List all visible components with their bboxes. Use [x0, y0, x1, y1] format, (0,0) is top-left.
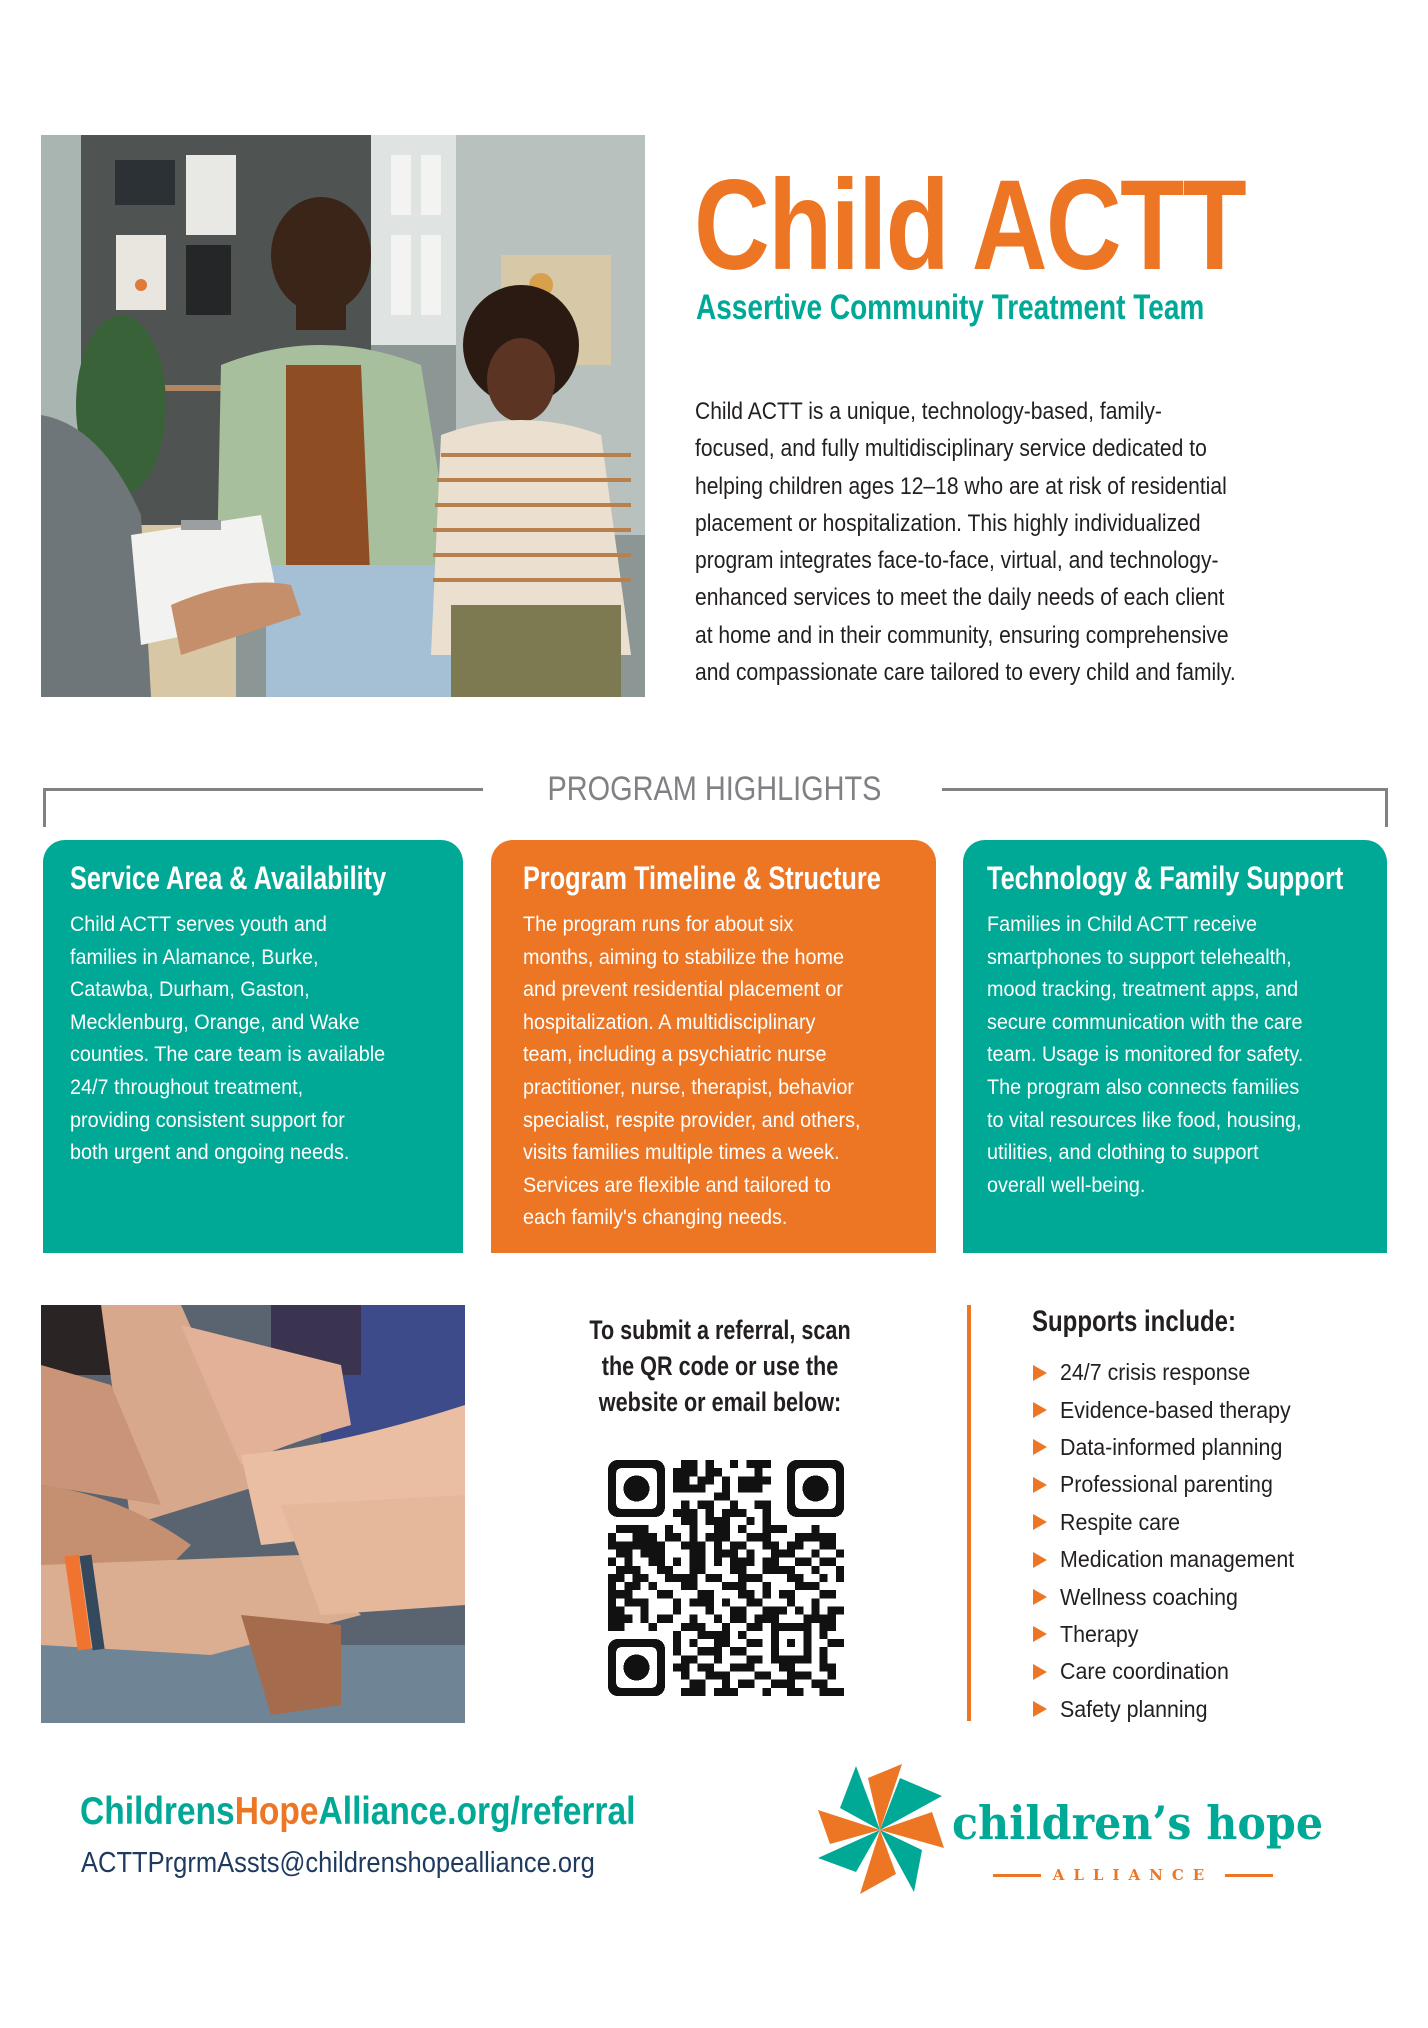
card-body [70, 908, 438, 1169]
card-line: months, aiming to stabilize the home [523, 944, 845, 969]
intro-line: helping children ages 12–18 who are at risk of residential [695, 472, 1227, 500]
card-line: team. Usage is monitored for safety. [987, 1042, 1304, 1067]
card-line: The program also connects families [987, 1074, 1300, 1099]
support-item-label: Safety planning [1060, 1695, 1208, 1722]
card-body [523, 908, 911, 1234]
intro-line: placement or hospitalization. This highly individualized [695, 509, 1201, 537]
triangle-right-icon [1033, 1626, 1047, 1642]
triangle-right-icon [1033, 1439, 1047, 1455]
support-item-label: Therapy [1060, 1620, 1139, 1647]
card-line: Mecklenburg, Orange, and Wake [70, 1009, 360, 1034]
referral-url-link[interactable] [80, 1792, 726, 1831]
support-item [1033, 1653, 1312, 1690]
section-divider [967, 1305, 971, 1721]
stacked-hands-image [41, 1305, 465, 1723]
intro-paragraph [695, 393, 1395, 691]
card-title [70, 862, 438, 902]
card-line: providing consistent support for [70, 1107, 345, 1132]
card-line: both urgent and ongoing needs. [70, 1140, 350, 1165]
support-item [1033, 1429, 1312, 1466]
triangle-right-icon [1033, 1701, 1047, 1717]
supports-heading [1032, 1307, 1287, 1337]
page-subtitle [696, 290, 1331, 325]
support-item [1033, 1391, 1312, 1428]
intro-line: Child ACTT is a unique, technology-based, family- [695, 398, 1162, 425]
card-line: utilities, and clothing to support [987, 1140, 1259, 1165]
support-item [1033, 1616, 1312, 1653]
support-item [1033, 1578, 1312, 1615]
subtitle-text: Assertive Community Treatment Team [696, 288, 1205, 327]
qr-code-icon[interactable] [608, 1460, 844, 1696]
card-line: to vital resources like food, housing, [987, 1107, 1302, 1132]
card-line: The program runs for about six [523, 912, 794, 936]
card-title-text: Technology & Family Support [987, 860, 1344, 896]
card-line: secure communication with the care [987, 1009, 1303, 1034]
support-item [1033, 1354, 1312, 1391]
contact-email-link[interactable] [81, 1849, 665, 1878]
card-line: 24/7 throughout treatment, [70, 1074, 304, 1099]
card-service-area [43, 840, 463, 1253]
card-title-text: Program Timeline & Structure [523, 860, 881, 896]
card-line: Catawba, Durham, Gaston, [70, 977, 310, 1002]
card-line: smartphones to support telehealth, [987, 944, 1292, 969]
pinwheel-icon [810, 1762, 950, 1902]
card-body [987, 908, 1362, 1201]
intro-line: and compassionate care tailored to every child and family. [695, 659, 1236, 687]
intro-line: enhanced services to meet the daily needs of each client [695, 584, 1225, 612]
support-item [1033, 1466, 1312, 1503]
intro-line: at home and in their community, ensuring comprehensive [695, 621, 1229, 649]
page-title [694, 154, 1366, 297]
support-item-label: Wellness coaching [1060, 1583, 1238, 1610]
triangle-right-icon [1033, 1552, 1047, 1568]
support-item-label: 24/7 crisis response [1060, 1359, 1251, 1386]
logo-rule-right [1225, 1874, 1273, 1877]
support-item-label: Respite care [1060, 1508, 1181, 1535]
url-part-highlight: Hope [234, 1790, 319, 1833]
support-item-label: Data-informed planning [1060, 1433, 1283, 1460]
referral-line: website or email below: [598, 1387, 842, 1417]
support-item [1033, 1691, 1312, 1728]
support-item [1033, 1504, 1312, 1541]
card-line: team, including a psychiatric nurse [523, 1042, 827, 1067]
title-text: Child ACTT [694, 154, 1246, 297]
support-item-label: Professional parenting [1060, 1471, 1273, 1498]
url-part: Alliance.org/referral [318, 1790, 636, 1833]
logo-subtitle-text: ALLIANCE [1052, 1866, 1214, 1884]
support-item-label: Evidence-based therapy [1060, 1396, 1291, 1423]
email-text: ACTTPrgrmAssts@childrenshopealliance.org [81, 1847, 595, 1879]
card-title-text: Service Area & Availability [70, 860, 387, 896]
card-line: overall well-being. [987, 1172, 1146, 1197]
stacked-hands-photo [41, 1305, 465, 1723]
triangle-right-icon [1033, 1402, 1047, 1418]
supports-heading-text: Supports include: [1032, 1305, 1236, 1338]
triangle-right-icon [1033, 1664, 1047, 1680]
referral-line: the QR code or use the [601, 1351, 839, 1381]
url-part: Childrens [80, 1790, 235, 1833]
card-program-timeline [491, 840, 936, 1253]
card-line: each family's changing needs. [523, 1205, 788, 1230]
card-title [523, 862, 911, 902]
logo-subtitle [993, 1864, 1273, 1886]
childrens-hope-alliance-logo [810, 1762, 1350, 1902]
intro-line: program integrates face-to-face, virtual, and technology- [695, 547, 1219, 575]
card-line: specialist, respite provider, and others, [523, 1107, 861, 1132]
card-line: and prevent residential placement or [523, 977, 843, 1002]
referral-instructions [540, 1312, 900, 1420]
triangle-right-icon [1033, 1589, 1047, 1605]
card-line: Services are flexible and tailored to [523, 1172, 831, 1197]
triangle-right-icon [1033, 1477, 1047, 1493]
logo-name-text: children’s hope [952, 1796, 1324, 1850]
card-line: visits families multiple times a week. [523, 1140, 840, 1165]
logo-rule-left [993, 1874, 1041, 1877]
card-technology-support [963, 840, 1387, 1253]
intro-line: focused, and fully multidisciplinary service dedicated to [695, 435, 1207, 463]
card-line: counties. The care team is available [70, 1042, 386, 1067]
support-item-label: Medication management [1060, 1546, 1295, 1573]
support-item-label: Care coordination [1060, 1658, 1229, 1685]
triangle-right-icon [1033, 1514, 1047, 1530]
card-title [987, 862, 1362, 902]
qr-code-graphic [608, 1460, 844, 1696]
highlights-heading [0, 770, 1428, 808]
card-line: practitioner, nurse, therapist, behavior [523, 1074, 854, 1099]
triangle-right-icon [1033, 1365, 1047, 1381]
card-line: Child ACTT serves youth and [70, 912, 327, 936]
card-line: hospitalization. A multidisciplinary [523, 1009, 816, 1034]
family-counseling-image [41, 135, 645, 697]
family-counseling-photo [41, 135, 645, 697]
referral-line: To submit a referral, scan [589, 1315, 851, 1345]
highlights-heading-text: PROGRAM HIGHLIGHTS [547, 770, 881, 808]
supports-list [1033, 1354, 1312, 1728]
card-line: Families in Child ACTT receive [987, 912, 1258, 936]
card-line: mood tracking, treatment apps, and [987, 977, 1299, 1002]
support-item [1033, 1541, 1312, 1578]
card-line: families in Alamance, Burke, [70, 944, 319, 969]
logo-wordmark [952, 1796, 1351, 1850]
